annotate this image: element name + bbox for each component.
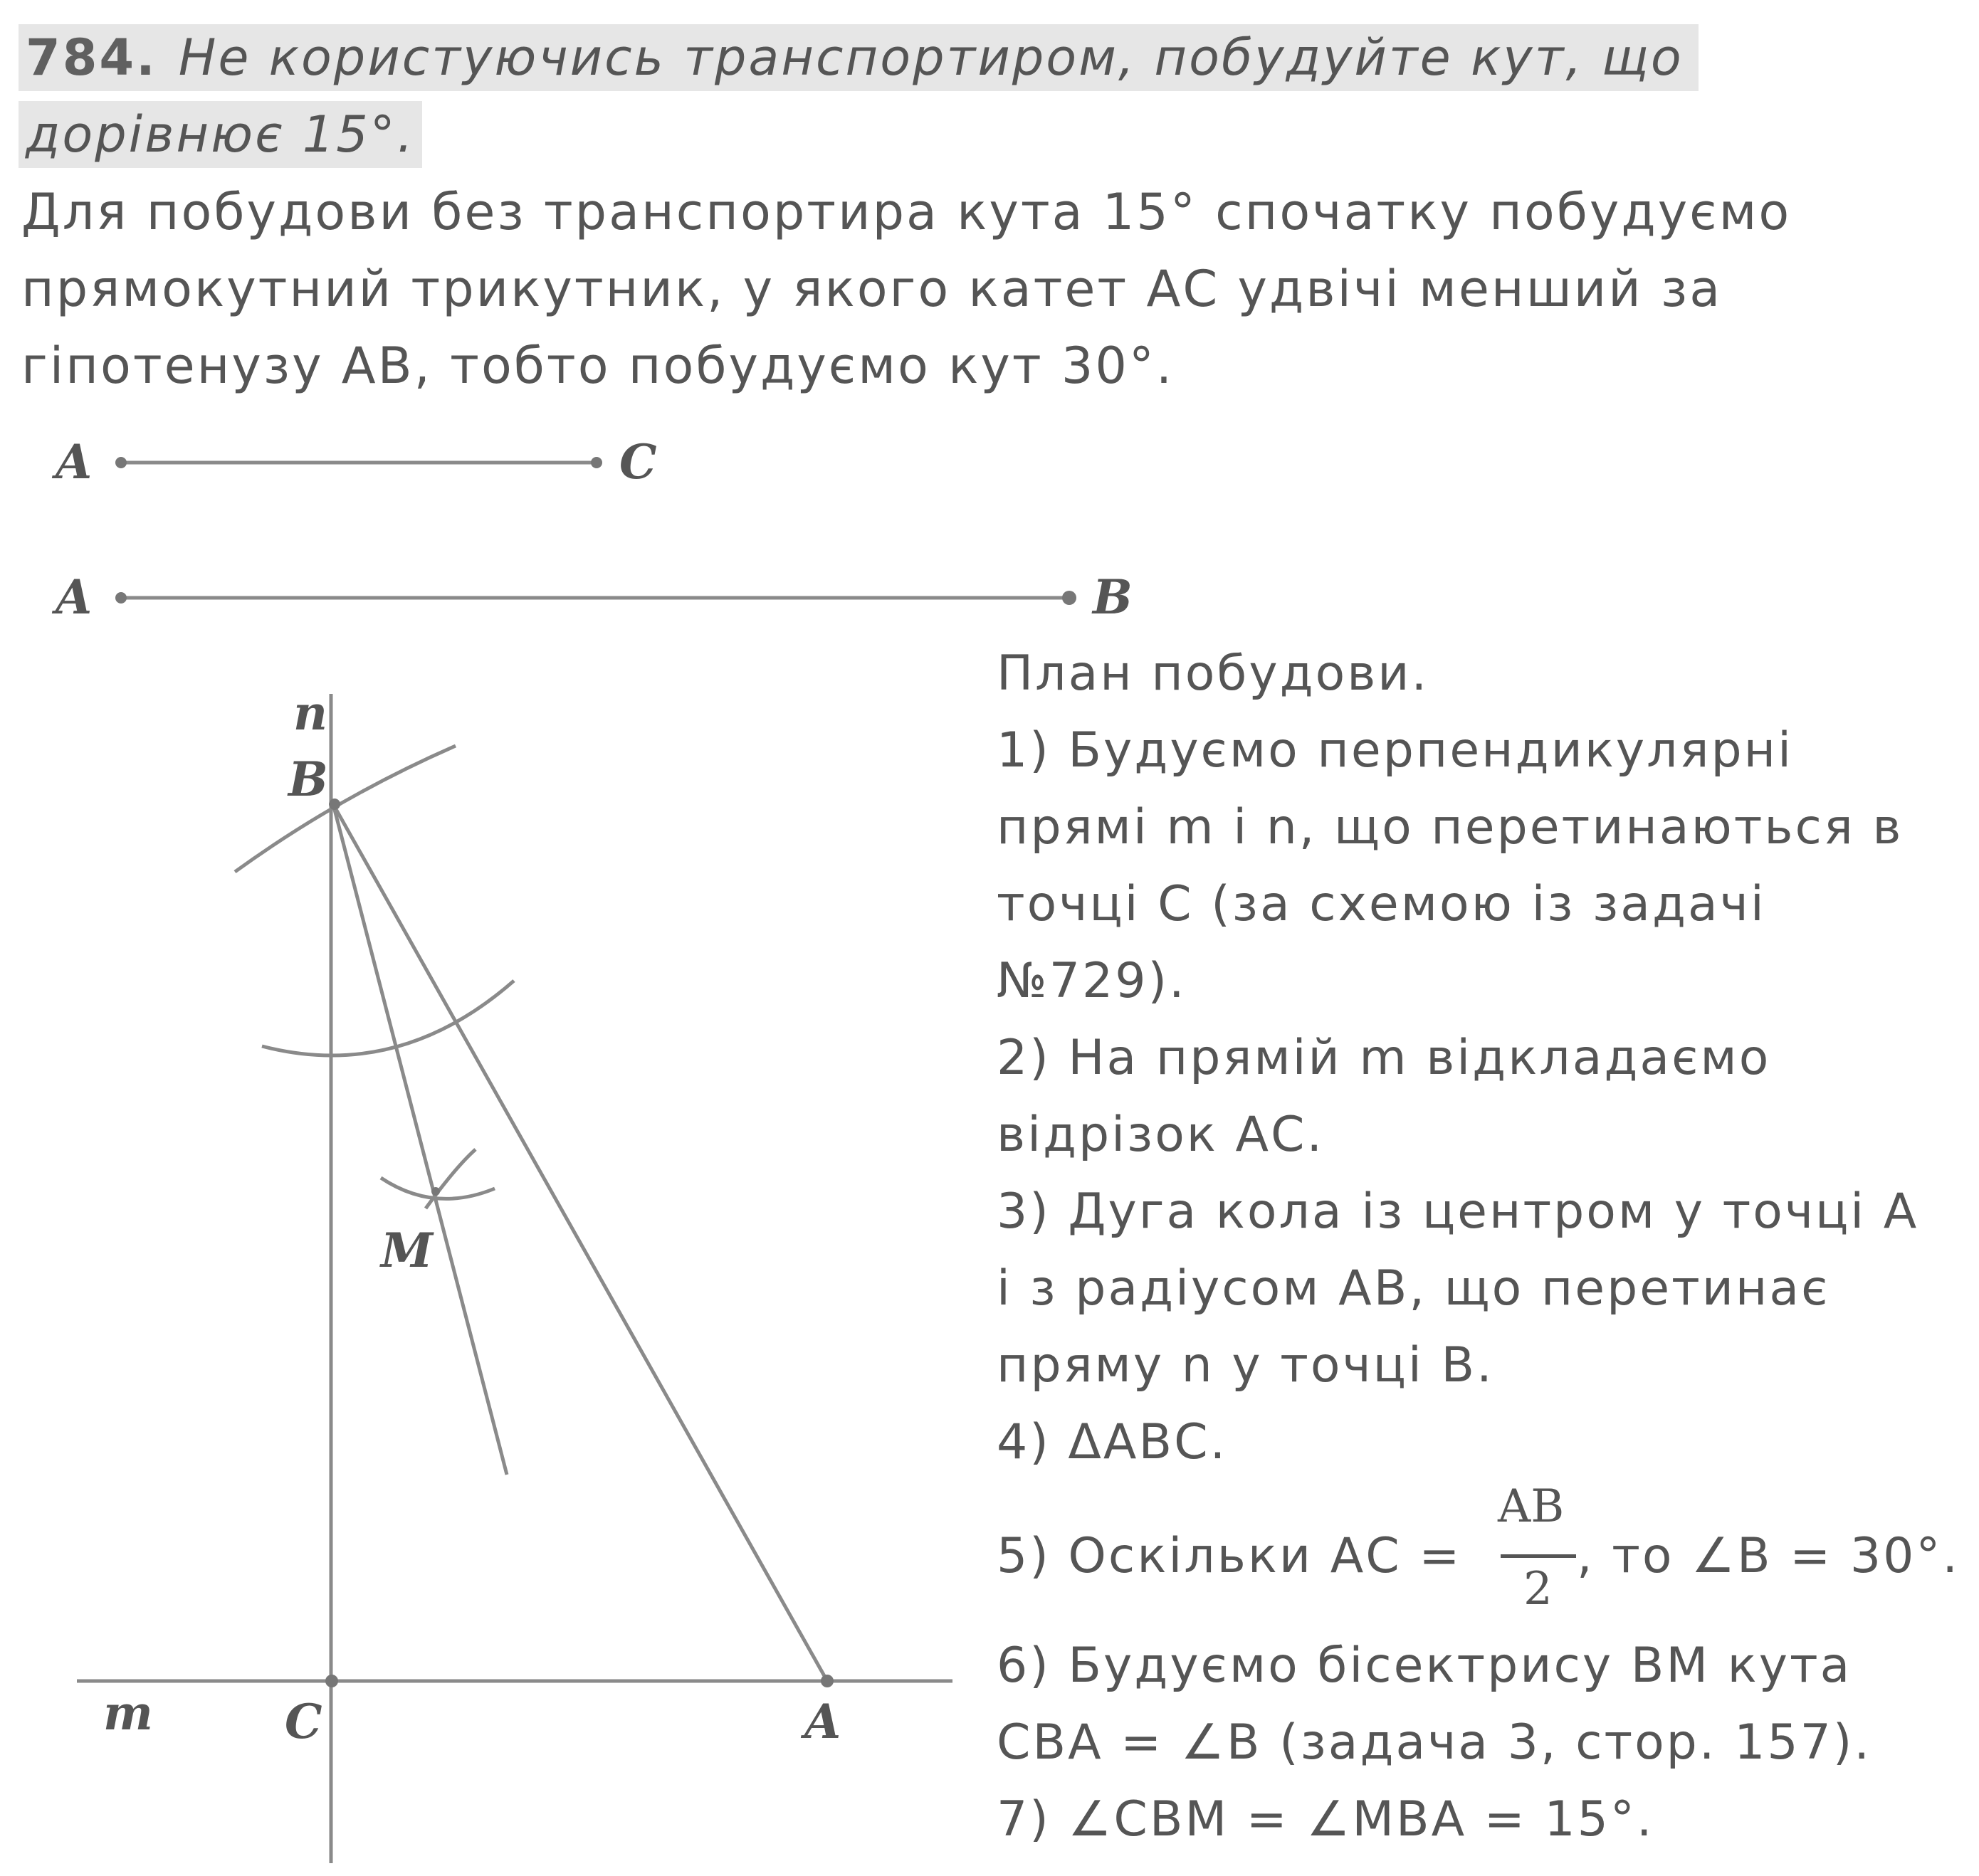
fraction-bar [1501,1554,1576,1558]
task-title-text-2: дорівнює 15°. [26,105,416,164]
plan-step7: 7) ∠СВМ = ∠МВА = 15°. [997,1791,1654,1848]
label-point-b: B [288,752,328,807]
plan-step2-line1: 2) На прямій m відкладаємо [997,1030,1771,1086]
label-line-n: n [293,685,327,741]
point-a-ab [115,592,127,604]
plan-title: План побудови. [997,645,1429,702]
label-point-m: M [381,1223,434,1278]
label-ac-start: A [56,434,93,490]
label-point-a: A [804,1694,841,1749]
label-ac-end: C [619,434,657,490]
point-c-ac [591,457,602,468]
bisector-bm [333,804,507,1475]
point-m [431,1187,440,1196]
intro-line-2: прямокутний трикутник, у якого катет АС удвічі менший за [21,260,1723,318]
intro-line-3: гіпотенузу АВ, тобто побудуємо кут 30°. [21,337,1175,395]
label-ab-end: B [1093,569,1133,625]
plan-step6-line2: СВА = ∠В (задача 3, стор. 157). [997,1714,1872,1771]
plan-step3-line1: 3) Дуга кола із центром у точці А [997,1184,1919,1240]
label-ab-start: A [56,569,93,625]
plan-step4: 4) ΔАВС. [997,1414,1228,1470]
plan-step1-line1: 1) Будуємо перпендикулярні [997,722,1794,779]
point-b-ab [1062,591,1076,605]
label-point-c: C [285,1694,322,1749]
plan-step5-suffix: , то ∠В = 30°. [1577,1528,1960,1584]
fraction-numerator: AB [1498,1480,1565,1533]
plan-step6-line1: 6) Будуємо бісектрису ВМ кута [997,1638,1852,1694]
intro-line-1: Для побудови без транспортира кута 15° спочатку побудуємо [21,183,1792,241]
label-line-m: m [103,1685,153,1741]
point-b [329,799,340,810]
point-a [821,1675,834,1687]
plan-step1-line4: №729). [997,953,1187,1009]
task-number: 784. [26,28,157,87]
point-a-ac [115,457,127,468]
plan-step2-line2: відрізок АС. [997,1107,1325,1163]
fraction-denominator: 2 [1523,1563,1553,1616]
plan-step3-line3: пряму n у точці В. [997,1337,1494,1393]
plan-step3-line2: і з радіусом АВ, що перетинає [997,1260,1830,1317]
plan-step1-line3: точці С (за схемою із задачі [997,876,1766,932]
point-c [325,1675,338,1687]
plan-step1-line2: прямі m і n, що перетинаються в [997,799,1904,855]
task-title-text: Не користуючись транспортиром, побудуйте кут, що [178,28,1684,87]
plan-step5-prefix: 5) Оскільки АС = [997,1528,1462,1584]
